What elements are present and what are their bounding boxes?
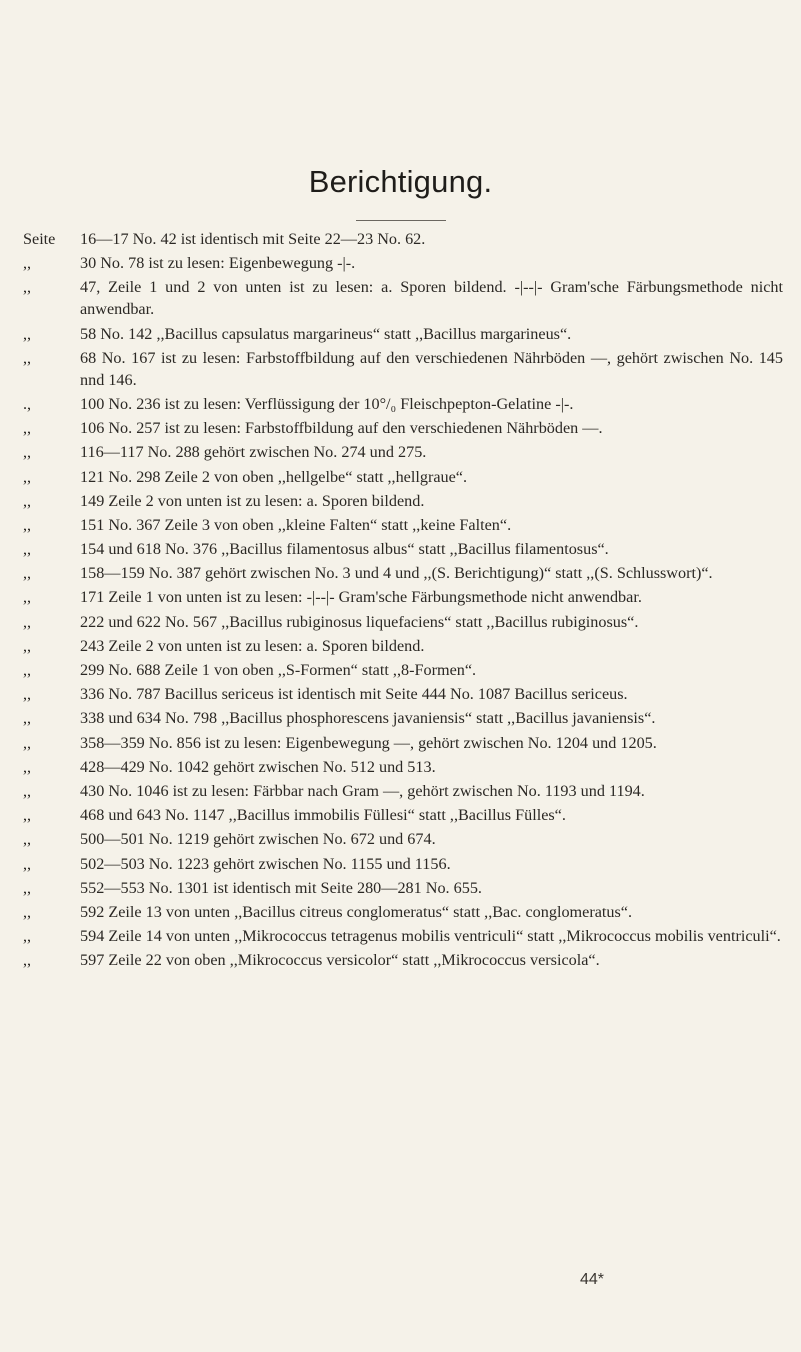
entry-text: 100 No. 236 ist zu lesen: Verflüssigung der 10°/₀ Fleischpepton-Gelatine -|-.: [80, 394, 574, 413]
entry-prefix: ,,: [23, 781, 32, 800]
signature-mark: 44*: [580, 1271, 605, 1288]
erratum-entry: [23, 514, 783, 536]
entry-prefix: ,,: [23, 806, 32, 825]
entry-prefix: ,,: [23, 348, 32, 367]
entry-text: 149 Zeile 2 von unten ist zu lesen: a. Sporen bildend.: [80, 491, 425, 510]
erratum-entry: [23, 466, 783, 488]
entry-prefix: ,,: [23, 254, 32, 273]
erratum-list: [23, 228, 783, 973]
entry-prefix: ,,: [23, 757, 32, 776]
entry-prefix: .,: [23, 394, 32, 413]
entry-prefix: Seite: [23, 230, 56, 248]
entry-prefix: ,,: [23, 419, 32, 438]
entry-text: 468 und 643 No. 1147 ,,Bacillus immobilis Füllesi“ statt ,,Bacillus Fülles“.: [80, 806, 566, 825]
erratum-entry: [23, 347, 783, 391]
entry-text: 58 No. 142 ,,Bacillus capsulatus margarineus“ statt ,,Bacillus margarineus“.: [80, 324, 572, 343]
entry-text: 358—359 No. 856 ist zu lesen: Eigenbewegung —, gehört zwischen No. 1204 und 1205.: [80, 733, 657, 752]
erratum-entry: [23, 611, 783, 633]
entry-text: 116—117 No. 288 gehört zwischen No. 274 und 275.: [80, 443, 427, 462]
entry-prefix: ,,: [23, 902, 32, 921]
entry-text: 16—17 No. 42 ist identisch mit Seite 22—23 No. 62.: [80, 230, 426, 248]
erratum-entry: [23, 417, 783, 439]
entry-prefix: ,,: [23, 830, 32, 849]
entry-text: 428—429 No. 1042 gehört zwischen No. 512 und 513.: [80, 757, 436, 776]
entry-text: 171 Zeile 1 von unten ist zu lesen: -|--|- Gram'sche Färbungsmethode nicht anwendbar.: [80, 588, 642, 607]
entry-prefix: ,,: [23, 588, 32, 607]
entry-prefix: ,,: [23, 854, 32, 873]
entry-text: 30 No. 78 ist zu lesen: Eigenbewegung -|-.: [80, 254, 356, 273]
erratum-entry: [23, 635, 783, 657]
entry-text: 336 No. 787 Bacillus sericeus ist identisch mit Seite 444 No. 1087 Bacillus sericeus.: [80, 685, 628, 704]
erratum-entry: [23, 949, 783, 971]
entry-prefix: ,,: [23, 951, 32, 970]
entry-prefix: ,,: [23, 709, 32, 728]
erratum-entry: [23, 490, 783, 512]
erratum-entry: [23, 562, 783, 584]
entry-text: 338 und 634 No. 798 ,,Bacillus phosphorescens javaniensis“ statt ,,Bacillus javaniensis“.: [80, 709, 656, 728]
entry-text: 552—553 No. 1301 ist identisch mit Seite 280—281 No. 655.: [80, 878, 482, 897]
entry-text: 243 Zeile 2 von unten ist zu lesen: a. Sporen bildend.: [80, 636, 425, 655]
erratum-entry: [23, 780, 783, 802]
entry-prefix: ,,: [23, 878, 32, 897]
erratum-entry: [23, 901, 783, 923]
erratum-entry: [23, 393, 783, 415]
entry-prefix: ,,: [23, 443, 32, 462]
erratum-entry: [23, 441, 783, 463]
erratum-entry: [23, 828, 783, 850]
title-divider: [356, 220, 446, 221]
erratum-entry: [23, 925, 783, 947]
entry-prefix: ,,: [23, 636, 32, 655]
erratum-entry: [23, 228, 783, 250]
entry-prefix: ,,: [23, 324, 32, 343]
erratum-entry: [23, 659, 783, 681]
entry-text: 154 und 618 No. 376 ,,Bacillus filamentosus albus“ statt ,,Bacillus filamentosus“.: [80, 540, 609, 559]
entry-prefix: ,,: [23, 685, 32, 704]
entry-text: 47, Zeile 1 und 2 von unten ist zu lesen: a. Sporen bildend. -|--|- Gram'sche Färbungsmethode nicht anwendbar.: [80, 278, 783, 319]
entry-prefix: ,,: [23, 515, 32, 534]
entry-text: 106 No. 257 ist zu lesen: Farbstoffbildung auf den verschiedenen Nährböden —.: [80, 419, 603, 438]
entry-prefix: ,,: [23, 278, 32, 297]
entry-text: 430 No. 1046 ist zu lesen: Färbbar nach Gram —, gehört zwischen No. 1193 und 1194.: [80, 781, 645, 800]
entry-text: 592 Zeile 13 von unten ,,Bacillus citreus conglomeratus“ statt ,,Bac. conglomeratus“.: [80, 902, 633, 921]
entry-text: 597 Zeile 22 von oben ,,Mikrococcus versicolor“ statt ,,Mikrococcus versicola“.: [80, 951, 600, 970]
entry-text: 158—159 No. 387 gehört zwischen No. 3 und 4 und ,,(S. Berichtigung)“ statt ,,(S. Schlusswort)“.: [80, 564, 713, 583]
erratum-entry: [23, 683, 783, 705]
entry-text: 222 und 622 No. 567 ,,Bacillus rubiginosus liquefaciens“ statt ,,Bacillus rubiginosus“.: [80, 612, 639, 631]
entry-text: 121 No. 298 Zeile 2 von oben ,,hellgelbe“ statt ,,hellgraue“.: [80, 467, 468, 486]
erratum-entry: [23, 853, 783, 875]
entry-text: 299 No. 688 Zeile 1 von oben ,,S-Formen“ statt ,,8-Formen“.: [80, 661, 477, 679]
erratum-entry: [23, 323, 783, 345]
erratum-entry: [23, 538, 783, 560]
entry-prefix: ,,: [23, 661, 32, 679]
entry-prefix: ,,: [23, 564, 32, 583]
page-title: Berichtigung.: [308, 164, 493, 199]
erratum-entry: [23, 276, 783, 320]
entry-text: 500—501 No. 1219 gehört zwischen No. 672 und 674.: [80, 830, 436, 849]
entry-text: 151 No. 367 Zeile 3 von oben ,,kleine Falten“ statt ,,keine Falten“.: [80, 515, 512, 534]
erratum-entry: [23, 804, 783, 826]
entry-prefix: ,,: [23, 733, 32, 752]
entry-prefix: ,,: [23, 927, 32, 946]
erratum-entry: [23, 756, 783, 778]
erratum-entry: [23, 732, 783, 754]
entry-text: 594 Zeile 14 von unten ,,Mikrococcus tetragenus mobilis ventriculi“ statt ,,Mikrococcus mobilis ventriculi“.: [80, 927, 781, 946]
erratum-entry: [23, 586, 783, 608]
entry-prefix: ,,: [23, 467, 32, 486]
erratum-entry: [23, 707, 783, 729]
entry-prefix: ,,: [23, 612, 32, 631]
entry-prefix: ,,: [23, 491, 32, 510]
erratum-entry: [23, 252, 783, 274]
erratum-entry: [23, 877, 783, 899]
entry-prefix: ,,: [23, 540, 32, 559]
entry-text: 502—503 No. 1223 gehört zwischen No. 1155 und 1156.: [80, 854, 451, 873]
entry-text: 68 No. 167 ist zu lesen: Farbstoffbildung auf den verschiedenen Nährböden —, gehört zwischen No. 145 nnd 146.: [80, 348, 783, 389]
